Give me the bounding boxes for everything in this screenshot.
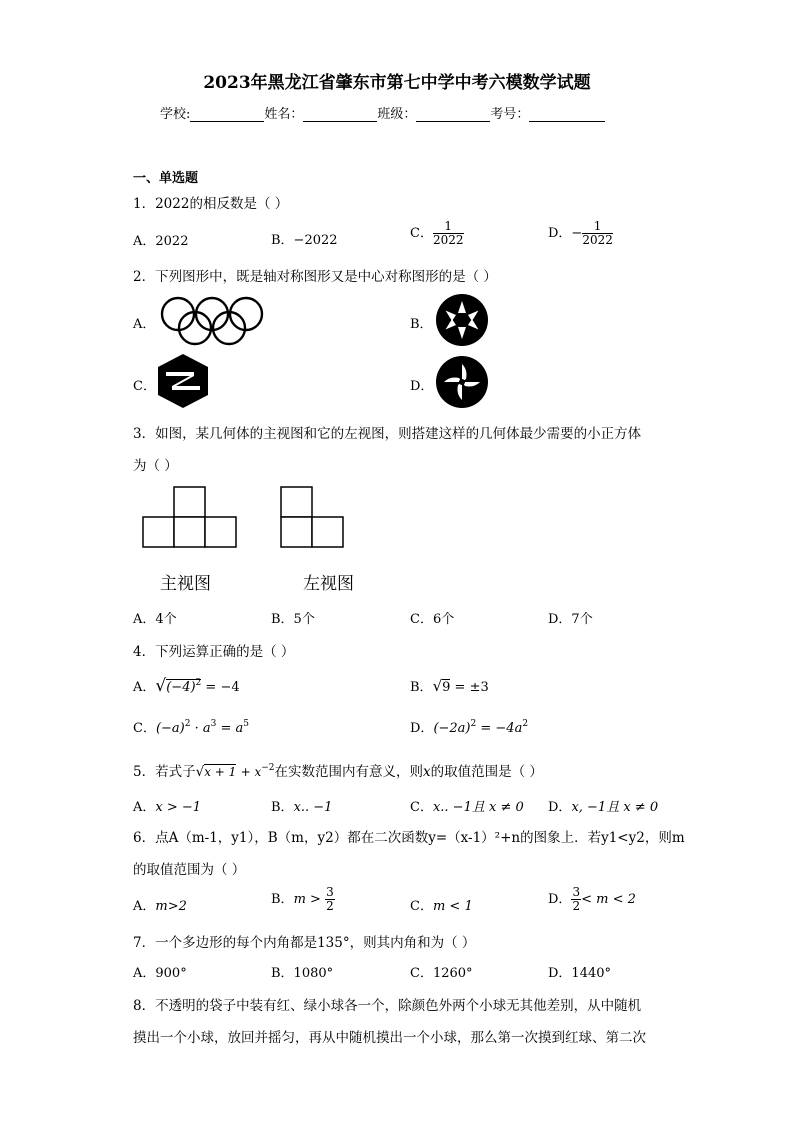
q3-option-d[interactable]: D．7个 [548, 612, 593, 627]
q5-var: x [423, 764, 431, 780]
school-blank[interactable] [190, 107, 264, 122]
q6-d-fraction [571, 886, 581, 913]
q6-b-expr: m > [293, 892, 321, 907]
q4-a-inner: (−4) [166, 680, 196, 695]
q4-c-expr: (−a) [155, 721, 185, 736]
q4-option-c[interactable]: C．$(-a)^2 \cdot a^3 = a^5$ [133, 719, 250, 736]
q1-d-den: 2022 [582, 233, 613, 247]
q4-c-label: C． [133, 721, 156, 736]
q6-d-num: 3 [572, 885, 581, 899]
q4-option-b[interactable] [410, 676, 489, 695]
q5-a-label: A． [133, 800, 156, 815]
q4-stem: 4．下列运算正确的是（ ） [133, 644, 295, 660]
sqrt-icon: √ [432, 677, 443, 695]
q5-stem-pre: 5．若式子 [133, 764, 196, 780]
q5-c-label: C． [410, 800, 433, 815]
exam-title: 2023年黑龙江省肇东市第七中学中考六模数学试题 [203, 73, 591, 93]
q5-option-a[interactable] [133, 796, 201, 815]
class-blank[interactable] [416, 107, 490, 122]
q2-option-b[interactable]: B． [410, 317, 433, 332]
q3-stem-line2: 为（ ） [133, 458, 178, 474]
q5-exponent: −2 [261, 763, 275, 773]
q8-stem-line1: 8．不透明的袋子中装有红、绿小球各一个，除颜色外两个小球无其他差别，从中随机 [133, 998, 642, 1014]
sqrt-icon: √ [155, 676, 167, 696]
q6-b-fraction [325, 886, 335, 913]
name-blank[interactable] [303, 107, 377, 122]
q3-option-c[interactable]: C．6个 [410, 612, 455, 627]
q4-d-expr: (−2a) [433, 721, 471, 736]
q7-option-a[interactable]: A．900° [133, 966, 187, 981]
q5-stem-post: 在实数范围内有意义，则 [274, 764, 424, 780]
q4-a-label: A． [133, 680, 156, 695]
q1-option-d[interactable] [548, 220, 613, 247]
q8-stem-line2: 摸出一个小球，放回并摇匀，再从中随机摸出一个小球，那么第一次摸到红球、第二次 [133, 1030, 646, 1046]
q7-stem: 7．一个多边形的每个内角都是135°，则其内角和为（ ） [133, 935, 476, 951]
q3-option-a[interactable]: A．4个 [133, 612, 177, 627]
q7-option-c[interactable]: C．1260° [410, 966, 473, 981]
q5-c-expr: x.. −1且 x ≠ 0 [432, 800, 524, 815]
front-view-diagram [142, 486, 238, 550]
id-blank[interactable] [529, 107, 605, 122]
q6-c-label: C． [410, 899, 433, 914]
q5-radicand: x + 1 [204, 765, 237, 779]
olympic-rings-icon [160, 296, 266, 346]
q5-stem-end: 的取值范围是（ ） [430, 764, 543, 780]
q7-option-d[interactable]: D．1440° [548, 966, 612, 981]
id-label: 考号： [490, 107, 530, 122]
q5-b-expr: x.. −1 [293, 800, 333, 815]
q6-option-b[interactable] [271, 886, 335, 913]
q1-c-den: 2022 [432, 233, 464, 247]
q5-option-d[interactable] [548, 796, 658, 815]
q6-option-a[interactable] [133, 895, 187, 914]
q6-option-d[interactable] [548, 886, 636, 913]
q2-option-c[interactable]: C． [133, 379, 156, 394]
q3-option-b[interactable]: B．5个 [271, 612, 315, 627]
q5-d-expr: x, −1且 x ≠ 0 [571, 800, 659, 815]
q1-option-b[interactable]: B．−2022 [271, 233, 338, 248]
q2-option-d[interactable]: D． [410, 379, 434, 394]
q5-b-label: B． [271, 800, 294, 815]
front-view-caption: 主视图 [160, 574, 211, 594]
class-label: 班级： [377, 107, 417, 122]
q1-d-num: 1 [582, 220, 613, 234]
q6-d-den: 2 [572, 899, 581, 913]
q6-d-expr: < m < 2 [581, 892, 636, 907]
q6-b-den: 2 [326, 899, 334, 913]
q6-stem-line1: 6．点A（m-1，y1），B（m，y2）都在二次函数y=（x-1）²+n的图象上．若y1<y2，则m [133, 830, 685, 846]
q4-option-a[interactable] [133, 676, 240, 696]
q3-stem-line1: 3．如图，某几何体的主视图和它的左视图，则搭建这样的几何体最少需要的小正方体 [133, 426, 642, 442]
q4-c-rhs: = a [220, 721, 244, 736]
name-label: 姓名： [264, 107, 304, 122]
q4-b-rhs: = ±3 [454, 680, 489, 695]
q6-a-expr: m>2 [155, 899, 187, 914]
section-heading: 一、单选题 [133, 171, 199, 186]
q4-c-mid: · a [194, 721, 211, 736]
q4-a-radicand: $(-4)^2$ [166, 678, 202, 695]
q1-stem: 1．2022的相反数是（ ） [133, 196, 289, 212]
q6-stem-line2: 的取值范围为（ ） [133, 862, 246, 878]
school-label: 学校: [160, 107, 191, 122]
q5-option-c[interactable] [410, 796, 524, 815]
q1-option-c-label: C． [410, 226, 433, 241]
q4-a-rhs: = −4 [205, 680, 240, 695]
q5-option-b[interactable] [271, 796, 332, 815]
q6-option-c[interactable] [410, 895, 473, 914]
q6-a-label: A． [133, 899, 156, 914]
sqrt-icon: √ [195, 764, 205, 780]
q6-b-num: 3 [326, 885, 334, 899]
q1-option-c-fraction [433, 220, 464, 247]
q5-a-expr: x > −1 [155, 800, 202, 815]
q2-option-a[interactable]: A． [133, 317, 156, 332]
q4-d-rhs: = −4a [480, 721, 523, 736]
q4-b-label: B． [410, 680, 433, 695]
q4-option-d[interactable]: D．$(-2a)^2 = -4a^2$ [410, 719, 529, 736]
q5-d-label: D． [548, 800, 572, 815]
q1-option-d-label: D．− [548, 226, 583, 241]
q5-stem [133, 760, 543, 780]
q1-option-a[interactable]: A．2022 [133, 234, 189, 249]
q6-b-label: B． [271, 892, 294, 907]
left-view-diagram [280, 486, 346, 550]
q1-option-c[interactable] [410, 220, 464, 247]
q1-option-d-fraction [582, 220, 613, 247]
pinwheel-icon [435, 355, 489, 409]
q7-option-b[interactable]: B．1080° [271, 966, 334, 981]
q6-d-label: D． [548, 892, 572, 907]
q5-plus-term: + x [240, 765, 262, 779]
q6-c-expr: m < 1 [432, 899, 473, 914]
student-info-line [160, 103, 605, 122]
left-view-caption: 左视图 [303, 574, 354, 594]
q4-d-label: D． [410, 721, 434, 736]
z-logo-icon [158, 354, 208, 408]
q4-b-radicand: 9 [442, 680, 451, 695]
q1-c-num: 1 [433, 220, 464, 234]
snowflake-star-icon [435, 293, 489, 347]
q2-stem: 2．下列图形中，既是轴对称图形又是中心对称图形的是（ ） [133, 269, 497, 285]
